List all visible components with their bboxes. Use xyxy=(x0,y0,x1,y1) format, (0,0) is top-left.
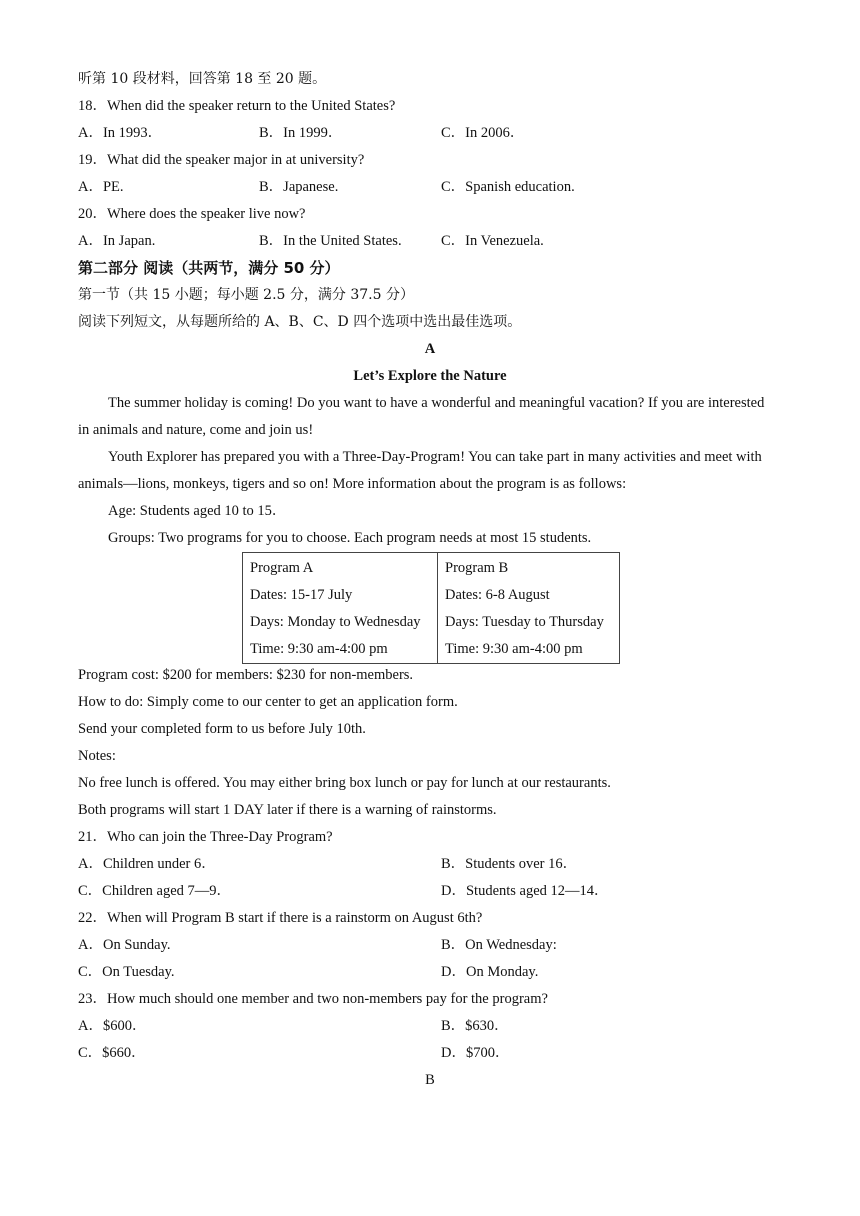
reading-instruction: 阅读下列短文，从每题所给的 A、B、C、D 四个选项中选出最佳选项。 xyxy=(78,314,522,330)
passage-letter: A xyxy=(424,341,436,357)
question-22-stem: 22．When will Program B start if there is a rainstorm on August 6th? xyxy=(78,910,483,926)
question-21-stem: 21．Who can join the Three-Day Program? xyxy=(78,829,333,845)
q23-option-d: D．$700． xyxy=(441,1045,510,1061)
q22-option-b: B．On Wednesday: xyxy=(441,937,557,953)
program-b-days: Days: Tuesday to Thursday xyxy=(445,614,604,630)
q23-option-b: B．$630． xyxy=(441,1018,509,1034)
q18-option-a: A．In 1993． xyxy=(78,125,163,141)
q21-option-d: D．Students aged 12—14． xyxy=(441,883,609,899)
q19-option-a: A．PE. xyxy=(78,179,124,195)
program-a-dates: Dates: 15-17 July xyxy=(250,587,353,603)
groups-line: Groups: Two programs for you to choose. Each program needs at most 15 students. xyxy=(108,530,592,546)
q19-option-c: C．Spanish education. xyxy=(441,179,575,195)
q23-option-c: C．$660． xyxy=(78,1045,146,1061)
program-b-dates: Dates: 6-8 August xyxy=(445,587,550,603)
q22-option-d: D．On Monday. xyxy=(441,964,539,980)
q20-option-b: B．In the United States. xyxy=(259,233,402,249)
q23-option-a: A．$600． xyxy=(78,1018,147,1034)
note-1: No free lunch is offered. You may either bring box lunch or pay for lunch at our restaurants. xyxy=(78,775,611,791)
program-a-time: Time: 9:30 am-4:00 pm xyxy=(250,641,388,657)
program-table xyxy=(242,552,620,664)
q20-option-a: A．In Japan. xyxy=(78,233,156,249)
question-20-stem: 20．Where does the speaker live now? xyxy=(78,206,306,222)
age-line: Age: Students aged 10 to 15． xyxy=(108,503,287,519)
program-a-days: Days: Monday to Wednesday xyxy=(250,614,421,630)
program-b-cell xyxy=(438,553,620,664)
q21-option-a: A．Children under 6． xyxy=(78,856,216,872)
program-cost: Program cost: $200 for members: $230 for non-members. xyxy=(78,667,414,683)
listening-intro: 听第 10 段材料，回答第 18 至 20 题。 xyxy=(78,71,327,87)
q21-option-b: B．Students over 16． xyxy=(441,856,578,872)
question-19-stem: 19．What did the speaker major in at university? xyxy=(78,152,365,168)
question-18-stem: 18．When did the speaker return to the United States? xyxy=(78,98,396,114)
q18-option-b: B．In 1999． xyxy=(259,125,343,141)
note-2: Both programs will start 1 DAY later if there is a warning of rainstorms. xyxy=(78,802,497,818)
passage-title: Let’s Explore the Nature xyxy=(353,368,507,384)
notes-label: Notes: xyxy=(78,748,116,764)
paragraph-2-line-1: Youth Explorer has prepared you with a Three-Day-Program! You can take part in many activities and meet with xyxy=(108,449,762,465)
program-a-cell xyxy=(243,553,438,664)
part-heading: 第二部分 阅读（共两节，满分 50 分） xyxy=(78,259,340,277)
paragraph-1-line-2: in animals and nature, come and join us! xyxy=(78,422,314,438)
q22-option-c: C．On Tuesday. xyxy=(78,964,175,980)
question-23-stem: 23．How much should one member and two non-members pay for the program? xyxy=(78,991,548,1007)
program-b-time: Time: 9:30 am-4:00 pm xyxy=(445,641,583,657)
next-passage-letter: B xyxy=(425,1072,435,1088)
q19-option-b: B．Japanese. xyxy=(259,179,339,195)
q22-option-a: A．On Sunday. xyxy=(78,937,171,953)
section-heading: 第一节（共 15 小题；每小题 2.5 分，满分 37.5 分） xyxy=(78,287,414,303)
q21-option-c: C．Children aged 7—9． xyxy=(78,883,232,899)
program-b-name: Program B xyxy=(445,560,509,576)
how-to-do: How to do: Simply come to our center to get an application form. xyxy=(78,694,458,710)
paragraph-1-line-1: The summer holiday is coming! Do you want to have a wonderful and meaningful vacation? If you are interested xyxy=(108,395,765,411)
program-a-name: Program A xyxy=(250,560,314,576)
paragraph-2-line-2: animals—lions, monkeys, tigers and so on! More information about the program is as follows: xyxy=(78,476,627,492)
q18-option-c: C．In 2006． xyxy=(441,125,525,141)
send-form: Send your completed form to us before July 10th. xyxy=(78,721,366,737)
q20-option-c: C．In Venezuela. xyxy=(441,233,544,249)
